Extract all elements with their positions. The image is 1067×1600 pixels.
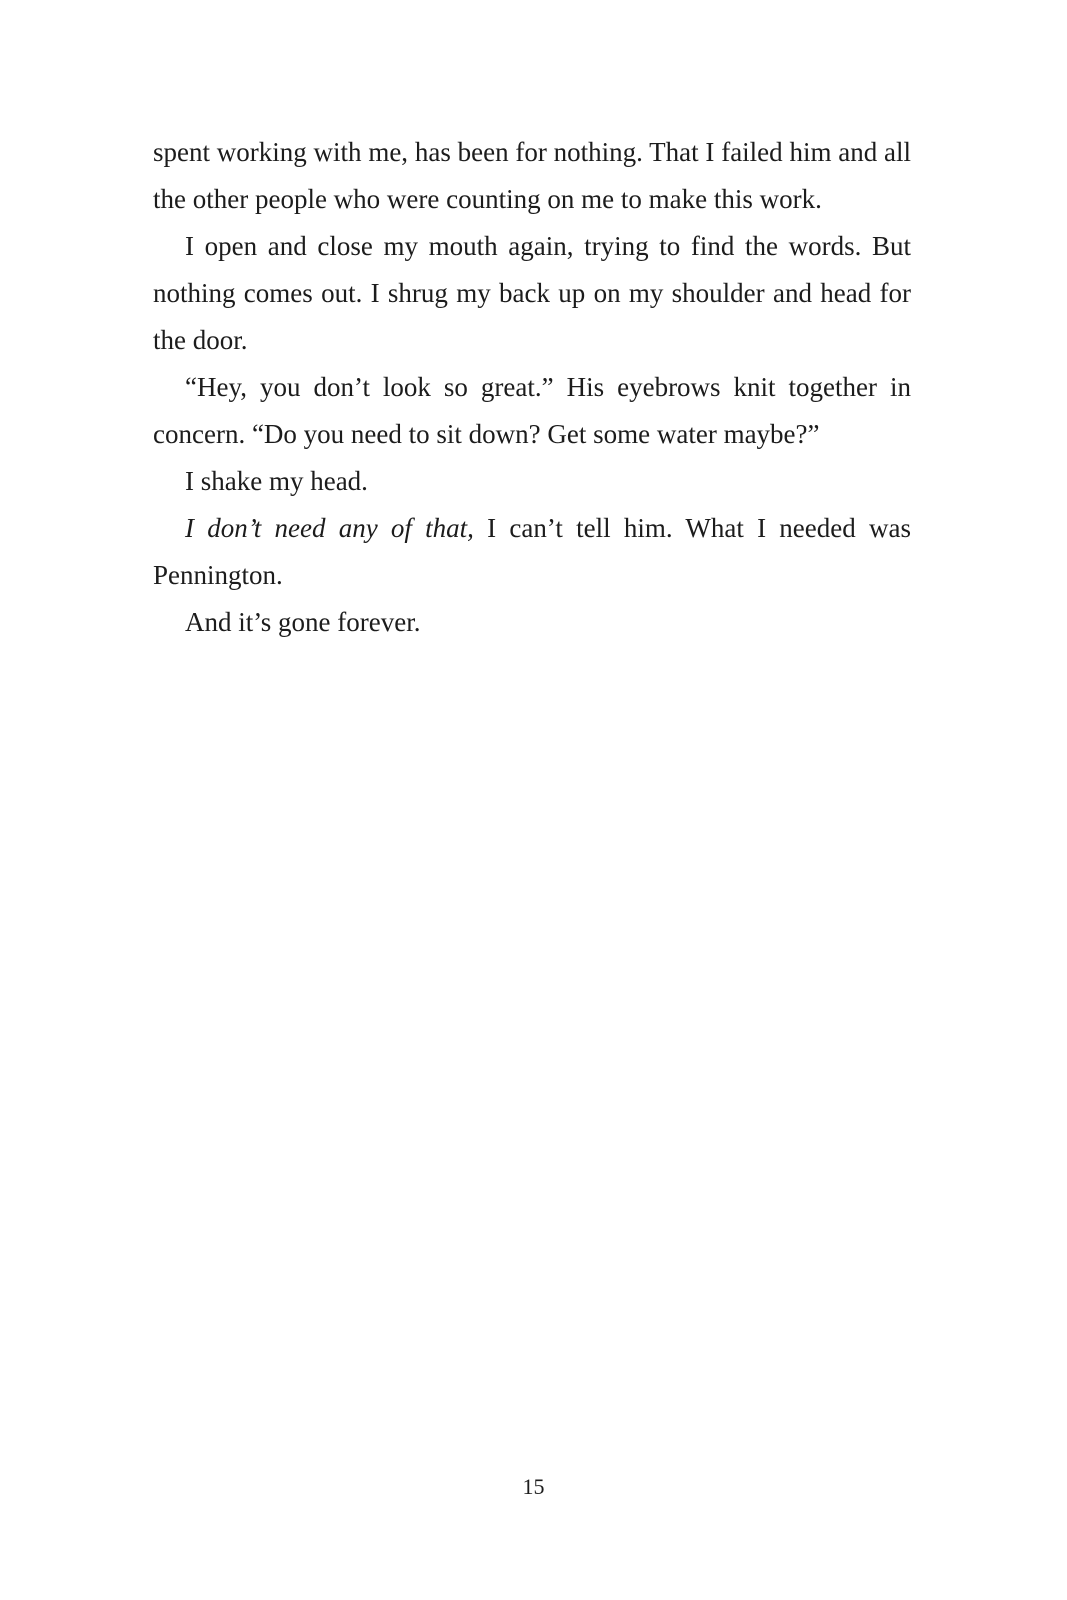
paragraph-line: for the door. xyxy=(153,278,912,355)
paragraph-line: I shake my head. xyxy=(185,466,368,496)
page-number: 15 xyxy=(522,1474,545,1499)
paragraph-line: concern. “Do you need to sit down? Get some water maybe?” xyxy=(153,419,820,449)
paragraph-line: this work. xyxy=(713,184,822,214)
paragraph-5 xyxy=(153,505,911,599)
paragraph-6 xyxy=(153,599,911,646)
paragraph-2 xyxy=(153,223,911,364)
paragraph-line: nothing comes out. I shrug my back up on my shoulder and head xyxy=(153,278,872,308)
italic-thought: I don’t need any of that, xyxy=(185,513,474,543)
body-text xyxy=(153,129,911,646)
paragraph-line: spent working with me, has been for nothing. That I failed him xyxy=(153,137,832,167)
paragraph-3 xyxy=(153,364,911,458)
paragraph-line: I can’t tell him. What I needed was xyxy=(473,513,911,543)
paragraph-line: I open and close my mouth again, trying to find the words. But xyxy=(185,231,911,261)
paragraph-line: “Hey, you don’t look so great.” His eyebrows knit together in xyxy=(185,372,911,402)
paragraph-4 xyxy=(153,458,911,505)
paragraph-line: And it’s gone forever. xyxy=(185,607,421,637)
paragraph-1 xyxy=(153,129,911,223)
paragraph-line: and all the other people who were counting on me to make xyxy=(153,137,911,214)
paragraph-line: Pennington. xyxy=(153,560,283,590)
